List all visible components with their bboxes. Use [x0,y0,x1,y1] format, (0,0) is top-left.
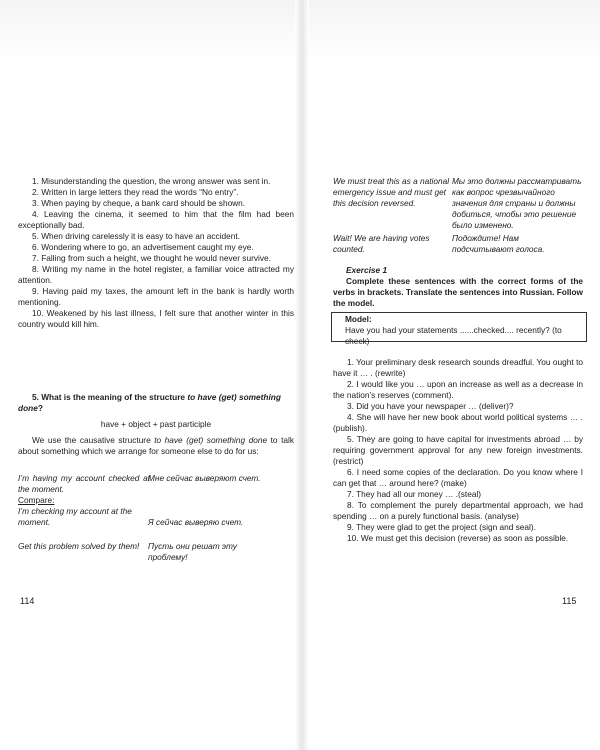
formula: have + object + past participle [100,419,212,429]
exercise-sentences [333,357,583,544]
list-item: 4. Leaving the cinema, it seemed to him that the film had been exceptionally bad. [18,209,294,230]
compare-label: Compare: [18,495,55,505]
list-item: 8. To complement the purely departmental approach, we had spending … on a purely functional basis. (analyse) [333,500,583,521]
explanation-b: to have (get) something done [154,435,268,445]
list-item: 2. I would like you … upon an increase as well as a decrease in the nation’s reserves (comment). [333,379,583,400]
list-item: 10. Weakened by his last illness, I felt sure that another winter in this country would kill him. [18,308,294,329]
explanation-a: We use the causative structure [32,435,155,445]
section-question [18,392,294,414]
list-item: 2. Written in large letters they read the words “No entry”. [32,187,239,197]
model-label: Model: [345,314,372,324]
model-text: Have you had your statements ......checked.... recently? (to check) [345,325,562,346]
exercise-instruction: Complete these sentences with the correct forms of the verbs in brackets. Translate the sentences into Russian. Follow the model. [333,276,583,308]
list-item: 10. We must get this decision (reverse) as soon as possible. [347,533,569,543]
model-box [331,312,587,346]
example3-ru: Пусть они решат эту проблему! [148,541,237,562]
row1-en: We must treat this as a national emergency issue and must get this decision reversed. [333,176,450,208]
page-number-right: 115 [562,596,577,606]
list-item: 9. Having paid my taxes, the amount left in the bank is hardly worth mentioning. [18,286,294,307]
list-item: 4. She will have her new book about world political systems … . (publish). [333,412,583,433]
explanation [18,435,294,457]
list-item: 5. They are going to have capital for investments abroad … by requiring government approval for any new foreign investments. (restrict) [333,434,583,466]
list-item: 9. They were glad to get the project (sign and seal). [347,522,536,532]
list-item: 5. When driving carelessly it is easy to have an accident. [32,231,240,241]
example1-en: I’m having my account checked at the moment. [18,473,150,494]
list-item: 3. When paying by cheque, a bank card should be shown. [32,198,246,208]
example3-en: Get this problem solved by them! [18,541,140,551]
sentence-list [18,176,294,330]
list-item: 7. Falling from such a height, we thought he would never survive. [32,253,271,263]
example2-en: I’m checking my account at the moment. [18,506,132,527]
list-item: 1. Misunderstanding the question, the wrong answer was sent in. [32,176,271,186]
list-item: 6. I need some copies of the declaration. Do you know where I can get that … around here? (make) [333,467,583,488]
exercise-title: Exercise 1 [346,265,388,275]
list-item: 7. They had all our money … .(steal) [347,489,482,499]
list-item: 8. Writing my name in the hotel register, a familiar voice attracted my attention. [18,264,294,285]
row2-ru: Подождите! Нам подсчитывают голоса. [452,233,545,254]
row1-ru: Мы это должны рассматривать как вопрос чрезвычайного значения для страны и должны добиться, чтобы это решение было изменено. [452,176,582,230]
list-item: 3. Did you have your newspaper … (deliver)? [347,401,514,411]
example2-ru: Я сейчас выверяю счет. [148,517,244,527]
list-item: 1. Your preliminary desk research sounds dreadful. You ought to have it … . (rewrite) [333,357,583,378]
example1-ru: Мне сейчас выверяют счет. [148,473,261,483]
book-gutter [295,0,309,750]
list-item: 6. Wondering where to go, an advertisement caught my eye. [32,242,254,252]
question-suffix: ? [37,403,43,413]
explanation-c: to talk about something which we arrange for someone else to do for us: [18,435,294,456]
question-italic: to have (get) something done [18,392,281,413]
row2-en: Wait! We are having votes counted. [333,233,430,254]
question-prefix: 5. What is the meaning of the structure [32,392,188,402]
page-number-left: 114 [20,596,35,606]
